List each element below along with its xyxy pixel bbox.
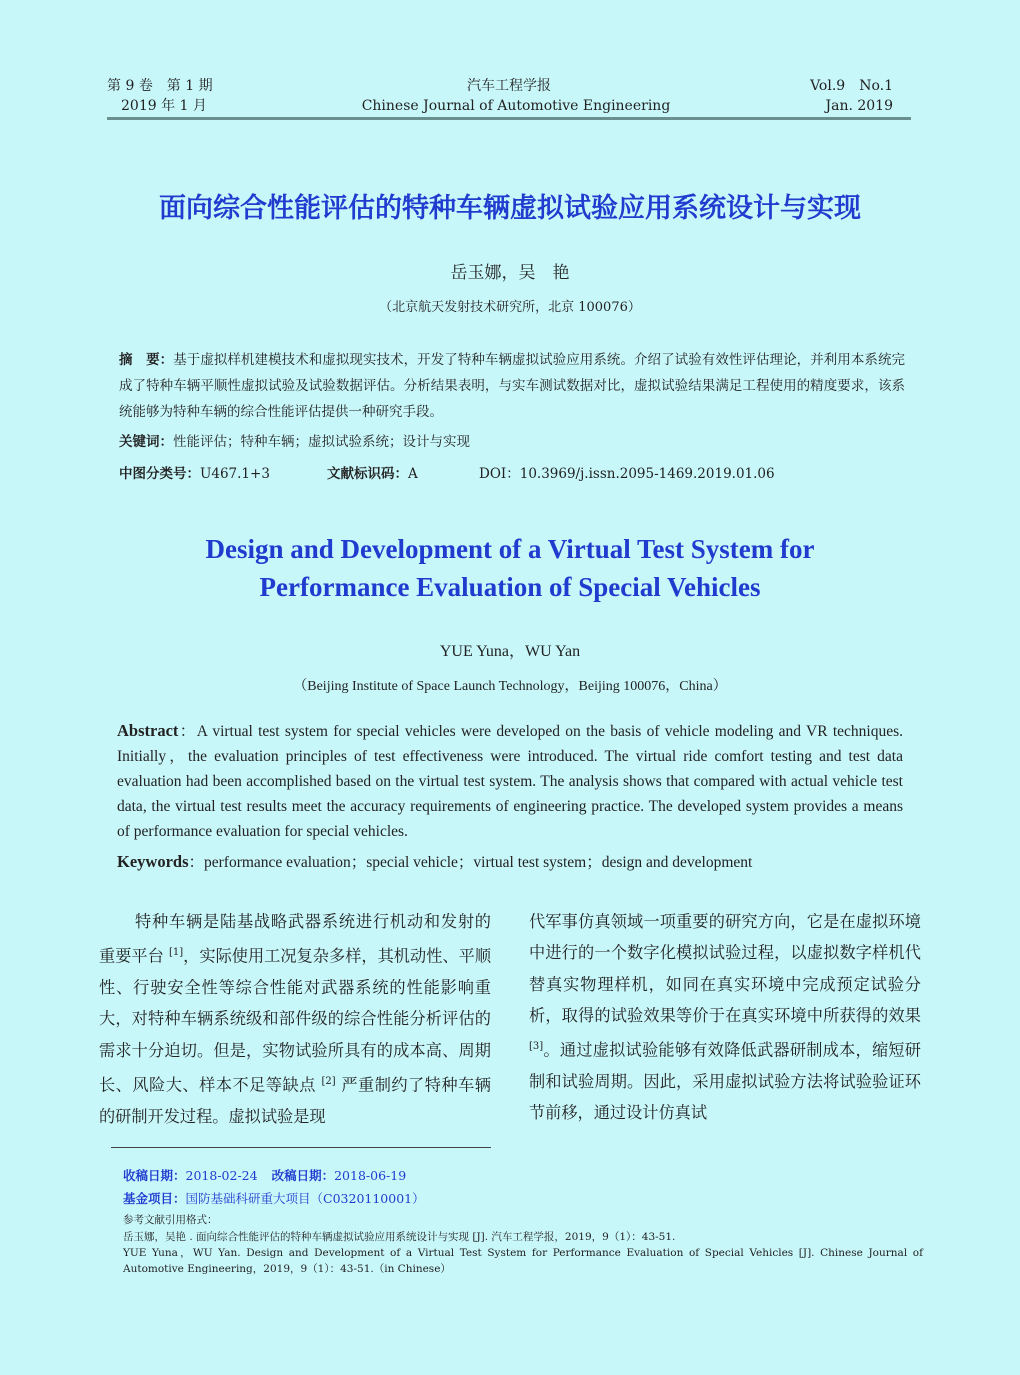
citation-en: YUE Yuna，WU Yan. Design and Development of a Virtual Test System for Performance Evaluation of Special Vehicles [J]. Chinese Journal of Automotive Engineering，2019，9（1）：43-51.（in Chinese）: [123, 1247, 923, 1275]
doi-value: 10.3969/j.issn.2095-1469.2019.01.06: [519, 466, 775, 482]
keywords-en-text: ：performance evaluation；special vehicle；virtual test system；design and development: [188, 854, 753, 871]
keywords-cn-label: 关键词：: [119, 434, 173, 450]
running-header: [107, 76, 911, 116]
abstract-en-text: ：A virtual test system for special vehicles were developed on the basis of vehicle modeling and VR techniques. Initially，the evaluation principles of test effectiveness were introduced. The virtual ride comfort testing and test data evaluation had been accomplished based on the virtual test system. The analysis shows that compared with actual vehicle test data, the virtual test results meet the accuracy requirements of engineering practice. The developed system provides a means of performance evaluation for special vehicles.: [117, 723, 903, 840]
keywords-cn: [119, 430, 905, 450]
fund-value: 国防基础科研重大项目（C0320110001）: [185, 1191, 425, 1206]
abstract-cn-text: 基于虚拟样机建模技术和虚拟现实技术，开发了特种车辆虚拟试验应用系统。介绍了试验有效性评估理论，并利用本系统完成了特种车辆平顺性虚拟试验及试验数据评估。分析结果表明，与实车测试数据对比，虚拟试验结果满足工程使用的精度要求，该系统能够为特种车辆的综合性能评估提供一种研究手段。: [119, 352, 906, 420]
volume-issue-en: Vol.9 No.1: [810, 78, 893, 94]
journal-name-en: Chinese Journal of Automotive Engineering: [361, 98, 671, 114]
citation-cn: 岳玉娜，吴艳 . 面向综合性能评估的特种车辆虚拟试验应用系统设计与实现 [J]. 汽车工程学报，2019，9（1）：43-51.: [123, 1231, 676, 1243]
title-cn: 面向综合性能评估的特种车辆虚拟试验应用系统设计与实现: [159, 193, 861, 224]
abstract-cn-label: 摘 要：: [119, 352, 174, 368]
abstract-cn: [119, 347, 905, 425]
footnote-dates: [123, 1166, 923, 1184]
footnote-divider: [111, 1147, 491, 1148]
citation-2[interactable]: [2]: [321, 1075, 336, 1087]
title-en-line2: Performance Evaluation of Special Vehicles: [259, 572, 761, 602]
header-divider: [107, 117, 911, 120]
doi-label: DOI：: [479, 466, 520, 482]
authors-cn: 岳玉娜，吴 艳: [450, 263, 570, 283]
clc-label: 中图分类号：: [119, 466, 200, 482]
clc-value: U467.1+3: [200, 466, 270, 482]
fund-label: 基金项目：: [123, 1191, 186, 1206]
body-column-left: 特种车辆是陆基战略武器系统进行机动和发射的重要平台 [1]，实际使用工况复杂多样，其机动性、平顺性、行驶安全性等综合性能对武器系统的性能影响重大，对特种车辆系统级和部件级的综合性能分析评估的需求十分迫切。但是，实物试验所具有的成本高、周期长、风险大、样本不足等缺点 [2] 严重制约了特种车辆的研制开发过程。虚拟试验是现: [99, 912, 492, 1126]
revised-label: 改稿日期：: [271, 1168, 335, 1183]
abstract-en: [117, 718, 903, 844]
date-cn: 2019 年 1 月: [121, 98, 207, 114]
citation-3[interactable]: [3]: [529, 1041, 544, 1053]
received-label: 收稿日期：: [123, 1168, 186, 1183]
title-en: [0, 530, 1020, 606]
keywords-en-label: Keywords: [117, 852, 189, 871]
doc-code-label: 文献标识码：: [327, 466, 408, 482]
received-date: 2018-02-24: [185, 1168, 258, 1183]
title-en-line1: Design and Development of a Virtual Test System for: [205, 534, 815, 564]
abstract-en-label: Abstract: [117, 721, 179, 740]
footnote-fund: [123, 1189, 923, 1207]
affiliation-cn: （北京航天发射技术研究所，北京 100076）: [379, 300, 641, 315]
affiliation-en: （Beijing Institute of Space Launch Technology，Beijing 100076，China）: [293, 679, 727, 694]
revised-date: 2018-06-19: [334, 1168, 407, 1183]
citation-format-label: 参考文献引用格式：: [123, 1214, 218, 1226]
authors-en: YUE Yuna，WU Yan: [439, 643, 581, 660]
keywords-en: [117, 850, 903, 872]
citation-1[interactable]: [1]: [168, 947, 184, 959]
body-column-right: 代军事仿真领域一项重要的研究方向，它是在虚拟环境中进行的一个数字化模拟试验过程，以虚拟数字样机代替真实物理样机，如同在真实环境中完成预定试验分析，取得的试验效果等价于在真实环境中所获得的效果 [3]。通过虚拟试验能够有效降低武器研制成本，缩短研制和试验周期。因此，采用虚拟试验方法将试验验证环节前移，通过设计仿真试: [529, 912, 921, 1123]
journal-name-cn: 汽车工程学报: [467, 78, 551, 94]
date-en: Jan. 2019: [825, 98, 893, 114]
volume-issue-cn: 第 9 卷 第 1 期: [107, 78, 213, 94]
doc-code-value: A: [408, 466, 418, 482]
keywords-cn-text: 性能评估；特种车辆；虚拟试验系统；设计与实现: [173, 434, 470, 450]
